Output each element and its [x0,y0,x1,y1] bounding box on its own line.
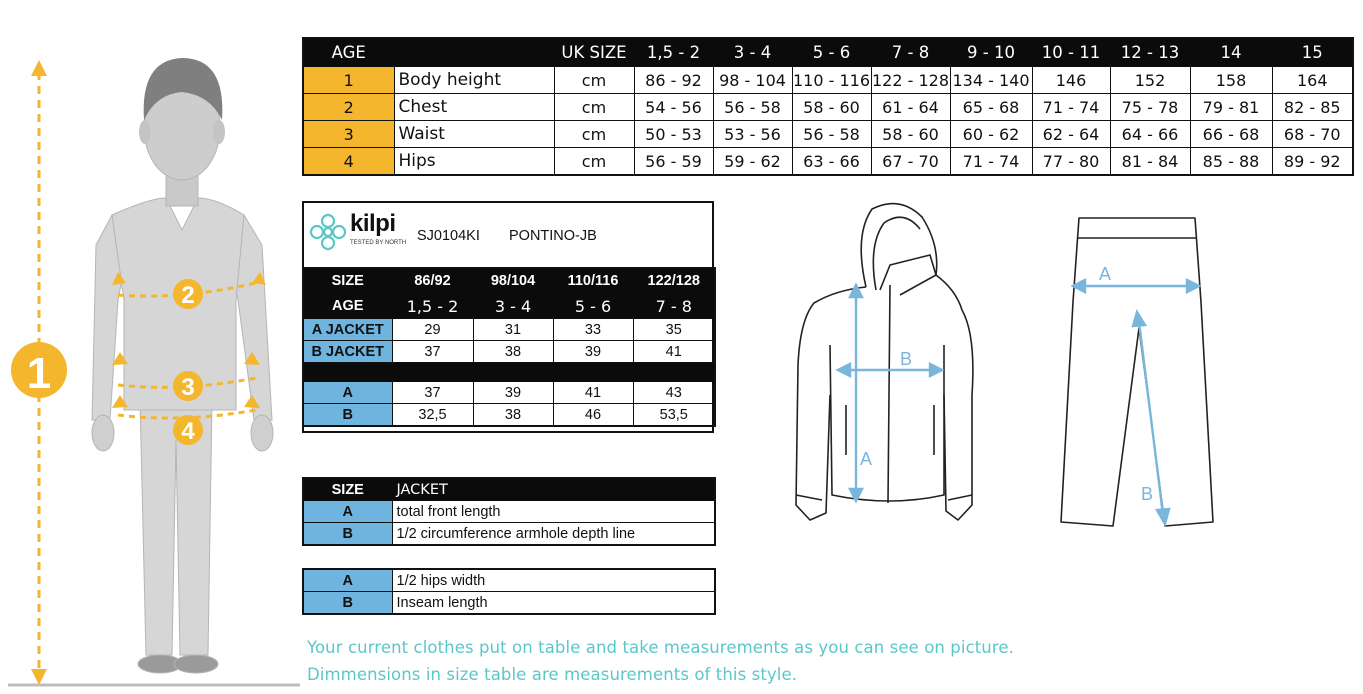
cell: 53 - 56 [713,121,792,148]
age-cell: 7 - 8 [633,294,715,319]
cell: 63 - 66 [792,148,871,176]
jacket-drawing [780,195,980,535]
cell: 68 - 70 [1272,121,1353,148]
legend-row [303,569,715,592]
cell: 81 - 84 [1110,148,1190,176]
legend-header [303,478,715,501]
header-age-col: 5 - 6 [792,38,871,67]
header-age-col: 3 - 4 [713,38,792,67]
cell: 50 - 53 [634,121,713,148]
table-row [303,148,1353,176]
svg-text:1: 1 [26,349,52,398]
note-line-2: Dimmensions in size table are measurements of this style. [307,665,798,684]
row-label: Chest [394,94,554,121]
legend-desc: 1/2 hips width [392,569,715,592]
age-row [303,294,715,319]
cell: 152 [1110,67,1190,94]
legend-key: A [303,501,392,523]
cell: 66 - 68 [1190,121,1272,148]
cell: 39 [473,382,553,404]
kilpi-logo-icon [308,212,348,252]
product-model: PONTINO-JB [509,228,597,244]
header-uk-size: UK SIZE [554,38,634,67]
header-age-col: 9 - 10 [950,38,1032,67]
cell: 32,5 [392,404,473,427]
legend-desc: Inseam length [392,592,715,615]
cell: 43 [633,382,715,404]
legend-desc: 1/2 circumference armhole depth line [392,523,715,546]
cell: 29 [392,319,473,341]
legend-row [303,523,715,546]
legend-row [303,501,715,523]
cell: 77 - 80 [1032,148,1110,176]
kilpi-brand: kilpi [350,210,396,237]
cell: 75 - 78 [1110,94,1190,121]
cell: 56 - 58 [713,94,792,121]
row-unit: cm [554,94,634,121]
svg-text:B: B [900,349,913,369]
header-age: AGE [303,38,394,67]
table-row [303,404,715,427]
size-cell: 110/116 [553,268,633,294]
legend-row [303,592,715,615]
row-label: A JACKET [303,319,392,341]
child-measurement-figure [0,40,300,694]
cell: 71 - 74 [950,148,1032,176]
cell: 46 [553,404,633,427]
svg-text:4: 4 [181,418,195,445]
cell: 41 [633,341,715,363]
size-cell: 122/128 [633,268,715,294]
legend-key: B [303,592,392,615]
table-row [303,94,1353,121]
uk-table-header [303,38,1353,67]
cell: 98 - 104 [713,67,792,94]
legend-desc: total front length [392,501,715,523]
cell: 64 - 66 [1110,121,1190,148]
cell: 53,5 [633,404,715,427]
cell: 38 [473,404,553,427]
header-age-col: 15 [1272,38,1353,67]
cell: 39 [553,341,633,363]
row-number: 4 [303,148,394,176]
spacer-row [303,363,715,382]
table-row [303,319,715,341]
header-blank [394,38,554,67]
row-label: Waist [394,121,554,148]
size-row [303,268,715,294]
cell: 62 - 64 [1032,121,1110,148]
legend-jacket: JACKET [392,478,715,501]
pants-legend [302,568,716,615]
cell: 37 [392,382,473,404]
svg-text:3: 3 [181,374,195,401]
svg-text:A: A [1099,264,1112,284]
legend-size: SIZE [303,478,392,501]
cell: 59 - 62 [713,148,792,176]
svg-text:A: A [860,449,873,469]
row-label: Body height [394,67,554,94]
cell: 41 [553,382,633,404]
size-cell: 98/104 [473,268,553,294]
pants-drawing [1055,210,1225,530]
cell: 35 [633,319,715,341]
header-age-col: 10 - 11 [1032,38,1110,67]
table-row [303,67,1353,94]
table-row [303,341,715,363]
cell: 164 [1272,67,1353,94]
header-age-col: 12 - 13 [1110,38,1190,67]
cell: 85 - 88 [1190,148,1272,176]
cell: 89 - 92 [1272,148,1353,176]
cell: 158 [1190,67,1272,94]
row-label: A [303,382,392,404]
jacket-legend [302,477,716,546]
cell: 82 - 85 [1272,94,1353,121]
age-cell: 1,5 - 2 [392,294,473,319]
cell: 58 - 60 [792,94,871,121]
cell: 37 [392,341,473,363]
size-cell: 86/92 [392,268,473,294]
cell: 33 [553,319,633,341]
kilpi-tagline: TESTED BY NORTH [350,240,407,246]
row-label: B JACKET [303,341,392,363]
kilpi-size-table [302,267,716,427]
row-number: 3 [303,121,394,148]
cell: 71 - 74 [1032,94,1110,121]
note-line-1: Your current clothes put on table and take measurements as you can see on picture. [307,638,1014,657]
header-age-col: 1,5 - 2 [634,38,713,67]
cell: 38 [473,341,553,363]
cell: 58 - 60 [871,121,950,148]
legend-key: A [303,569,392,592]
cell: 134 - 140 [950,67,1032,94]
cell: 67 - 70 [871,148,950,176]
header-age-col: 14 [1190,38,1272,67]
cell: 65 - 68 [950,94,1032,121]
legend-key: B [303,523,392,546]
cell: 56 - 58 [792,121,871,148]
row-number: 2 [303,94,394,121]
cell: 110 - 116 [792,67,871,94]
age-cell: 5 - 6 [553,294,633,319]
cell: 31 [473,319,553,341]
uk-size-table [302,37,1354,176]
table-row [303,382,715,404]
header-age-col: 7 - 8 [871,38,950,67]
cell: 61 - 64 [871,94,950,121]
cell: 60 - 62 [950,121,1032,148]
row-unit: cm [554,148,634,176]
table-row [303,121,1353,148]
cell: 56 - 59 [634,148,713,176]
age-label: AGE [303,294,392,319]
row-number: 1 [303,67,394,94]
row-unit: cm [554,121,634,148]
size-label: SIZE [303,268,392,294]
cell: 86 - 92 [634,67,713,94]
cell: 122 - 128 [871,67,950,94]
age-cell: 3 - 4 [473,294,553,319]
product-code: SJ0104KI [417,228,480,244]
cell: 54 - 56 [634,94,713,121]
cell: 146 [1032,67,1110,94]
row-label: B [303,404,392,427]
svg-text:B: B [1141,484,1154,504]
row-unit: cm [554,67,634,94]
cell: 79 - 81 [1190,94,1272,121]
row-label: Hips [394,148,554,176]
svg-text:2: 2 [181,282,195,309]
